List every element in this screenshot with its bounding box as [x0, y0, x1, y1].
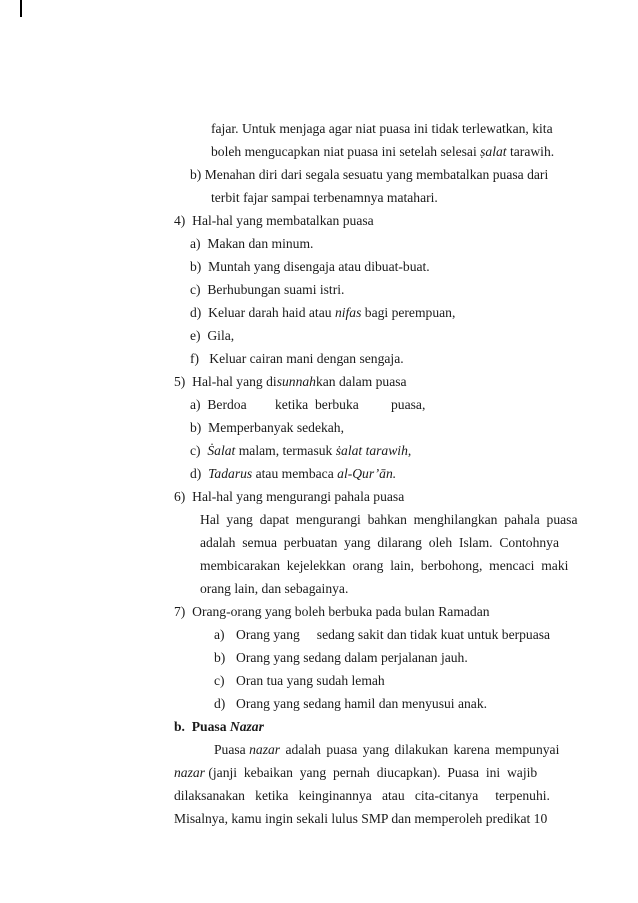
section-4-item-e — [190, 328, 234, 344]
section-6-para-line-1-text: Hal yang dapat mengurangi bahkan menghilangkan pahala puasa — [200, 512, 578, 527]
section-b-para-line-4-text: Misalnya, kamu ingin sekali lulus SMP dan memperoleh predikat 10 — [174, 811, 548, 826]
section-6-para-line-3 — [200, 558, 569, 574]
section-5-item-b — [190, 420, 344, 436]
section-5-item-d-text: atau membaca — [252, 466, 338, 481]
section-7-item-d-text: Orang yang sedang hamil dan menyusui anak. — [236, 696, 488, 711]
section-5-item-d — [190, 466, 396, 482]
section-5-item-d-italic-2: al-Qur’ān. — [337, 466, 397, 481]
section-4-item-b — [190, 259, 430, 275]
section-4-item-c — [190, 282, 344, 298]
section-5-heading-text: 5) Hal-hal yang di — [174, 374, 277, 389]
intro-line-1 — [211, 121, 553, 137]
section-5-item-c-text: malam, termasuk — [235, 443, 336, 458]
section-4-item-f — [190, 351, 404, 367]
section-b-heading — [174, 719, 264, 735]
section-7-item-b-text: Orang yang sedang dalam perjalanan jauh. — [236, 650, 468, 665]
item-b-line-1-text: b) Menahan diri dari segala sesuatu yang membatalkan puasa dari — [190, 167, 549, 182]
section-b-para-line-4 — [174, 811, 549, 827]
section-4-item-d-text: d) Keluar darah haid atau — [190, 305, 335, 320]
section-7-item-c-marker: c) — [214, 673, 225, 688]
section-5-item-a-end: puasa, — [391, 397, 426, 412]
section-b-heading-text: b. Puasa — [174, 719, 230, 734]
section-7-item-b-marker: b) — [214, 650, 226, 665]
section-7-heading — [174, 604, 490, 620]
section-6-para-line-2 — [200, 535, 559, 551]
section-b-heading-italic: Nazar — [229, 719, 264, 734]
section-5-item-a — [190, 397, 430, 413]
section-4-item-f-text: f) Keluar cairan mani dengan sengaja. — [190, 351, 404, 366]
section-5-item-c-marker: c) — [190, 443, 208, 458]
section-b-para-line-3 — [174, 788, 549, 804]
section-5-item-c — [190, 443, 411, 459]
section-b-para-line-2-italic: nazar — [174, 765, 205, 780]
section-5-heading-end: kan dalam puasa — [315, 374, 407, 389]
section-5-item-c-end: , — [407, 443, 412, 458]
item-b-line-2 — [211, 190, 438, 206]
section-5-heading — [174, 374, 407, 390]
intro-line-2 — [211, 144, 554, 160]
section-4-item-d-italic: nifas — [334, 305, 362, 320]
section-4-heading — [174, 213, 374, 229]
section-b-para-line-2 — [174, 765, 549, 781]
intro-line-2-text: boleh mengucapkan niat puasa ini setelah selesai — [211, 144, 481, 159]
section-4-item-a — [190, 236, 313, 252]
section-6-para-line-3-text: membicarakan kejelekkan orang lain, berbohong, mencaci maki — [200, 558, 569, 573]
section-b-para-line-1-start: Puasa — [214, 742, 250, 757]
intro-line-1-text: fajar. Untuk menjaga agar niat puasa ini tidak terlewatkan, kita — [211, 121, 553, 136]
section-4-heading-text: 4) Hal-hal yang membatalkan puasa — [174, 213, 374, 228]
section-5-item-a-text: a) Berdoa — [190, 397, 247, 412]
section-7-item-c-text: Oran tua yang sudah lemah — [236, 673, 385, 688]
section-5-item-d-marker: d) — [190, 466, 209, 481]
section-b-para-line-2-text: (janji kebaikan yang pernah diucapkan). Puasa ini wajib — [204, 765, 538, 780]
intro-line-2-italic: ṣalat — [480, 144, 507, 159]
section-6-para-line-2-text: adalah semua perbuatan yang dilarang oleh Islam. Contohnya — [200, 535, 559, 550]
section-b-para-line-1 — [214, 742, 560, 758]
section-7-item-d-marker: d) — [214, 696, 226, 711]
section-7-item-a-marker: a) — [214, 627, 225, 642]
section-5-item-c-italic-2: ṡalat tarawih — [335, 443, 408, 458]
section-4-item-a-text: a) Makan dan minum. — [190, 236, 314, 251]
section-5-item-a-mid: ketika berbuka — [275, 397, 359, 412]
section-7-item-a-text: Orang yang sedang sakit dan tidak kuat untuk berpuasa — [236, 627, 551, 642]
section-4-item-d — [190, 305, 455, 321]
intro-line-2-end: tarawih. — [506, 144, 555, 159]
section-6-para-line-1 — [200, 512, 578, 528]
section-7-heading-text: 7) Orang-orang yang boleh berbuka pada bulan Ramadan — [174, 604, 490, 619]
section-b-para-line-1-italic: nazar — [249, 742, 281, 757]
section-4-item-e-text: e) Gila, — [190, 328, 235, 343]
section-6-heading — [174, 489, 404, 505]
section-6-para-line-4-text: orang lain, dan sebagainya. — [200, 581, 349, 596]
item-b-line-1 — [190, 167, 549, 183]
section-5-heading-italic: sunnah — [276, 374, 316, 389]
section-6-heading-text: 6) Hal-hal yang mengurangi pahala puasa — [174, 489, 405, 504]
section-4-item-c-text: c) Berhubungan suami istri. — [190, 282, 345, 297]
section-4-item-b-text: b) Muntah yang disengaja atau dibuat-buat. — [190, 259, 430, 274]
section-b-para-line-3-text: dilaksanakan ketika keinginannya atau cita-citanya terpenuhi. — [174, 788, 550, 803]
section-5-item-d-italic: Tadarus — [208, 466, 253, 481]
item-b-line-2-text: terbit fajar sampai terbenamnya matahari. — [211, 190, 438, 205]
section-5-item-c-italic: Ṡalat — [207, 443, 236, 458]
section-b-para-line-1-end: adalah puasa yang dilakukan karena mempunyai — [280, 742, 560, 757]
section-6-para-line-4 — [200, 581, 348, 597]
section-4-item-d-end: bagi perempuan, — [361, 305, 456, 320]
section-5-item-b-text: b) Memperbanyak sedekah, — [190, 420, 345, 435]
